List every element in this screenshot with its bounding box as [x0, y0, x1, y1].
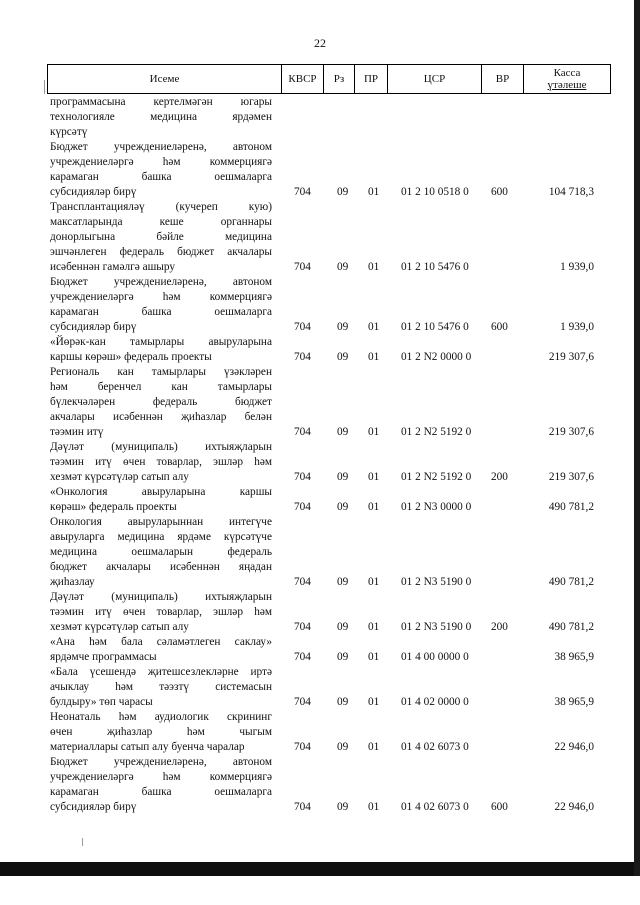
cell-rz: 09 — [337, 651, 349, 663]
row-name — [50, 590, 272, 635]
cell-kassa: 22 946,0 — [554, 741, 594, 753]
table-row — [50, 710, 614, 755]
row-name-line: тәэмин итү — [50, 426, 104, 438]
row-name — [50, 485, 272, 515]
cell-rz: 09 — [337, 741, 349, 753]
col-kvsr-header: КВСР — [281, 65, 323, 93]
cell-kvsr: 704 — [294, 801, 311, 813]
row-name-line: Дәүләт (муниципаль) ихтыяҗларын — [50, 441, 272, 453]
row-name-line: донорлыгына бәйле медицина — [50, 231, 272, 243]
table-row — [50, 755, 614, 815]
row-name-line: бүлекчәләрен федераль бюджет — [50, 396, 272, 408]
cell-kassa: 219 307,6 — [548, 426, 594, 438]
col-pr-header: ПР — [354, 65, 387, 93]
row-name-line: акчалары исәбеннән җиһазлар белән — [50, 411, 272, 423]
cell-pr: 01 — [368, 351, 380, 363]
table-row — [50, 635, 614, 665]
row-name-line: карамаган башка оешмаларга — [50, 786, 272, 798]
row-name-line: каршы көрәш» федераль проекты — [50, 351, 212, 363]
row-name-line: учреждениеләргә һәм коммерциягә — [50, 156, 272, 168]
cell-pr: 01 — [368, 321, 380, 333]
row-name-line: хезмәт күрсәтүләр сатып алу — [50, 471, 189, 483]
cell-rz: 09 — [337, 471, 349, 483]
cell-kvsr: 704 — [294, 651, 311, 663]
row-name-line: «Бала үсешендә җитешсезлекләрне иртә — [50, 666, 272, 678]
row-name-line: Неонаталь һәм аудиологик скрининг — [50, 711, 272, 723]
row-name-line: бюджет акчалары исәбеннән яңадан — [50, 561, 272, 573]
row-name-line: ачыклау һәм тәэзтү системасын — [50, 681, 272, 693]
table-header — [47, 64, 611, 94]
cell-vr: 600 — [491, 801, 508, 813]
col-kassa-header-line1: Касса — [553, 67, 581, 79]
cell-rz: 09 — [337, 186, 349, 198]
row-name-line: күрсәтү — [50, 126, 88, 138]
cell-kvsr: 704 — [294, 471, 311, 483]
cell-kassa: 104 718,3 — [548, 186, 594, 198]
table-row — [50, 515, 614, 590]
table-row — [50, 365, 614, 440]
cell-csr: 01 2 10 5476 0 — [401, 321, 469, 333]
row-name-line: һәм беренчел кан тамырлары — [50, 381, 272, 393]
row-name — [50, 275, 272, 335]
row-name — [50, 335, 272, 365]
row-name-line: учреждениеләргә һәм коммерциягә — [50, 771, 272, 783]
cell-kvsr: 704 — [294, 741, 311, 753]
cell-csr: 01 2 N3 0000 0 — [401, 501, 472, 513]
row-name-line: булдыру» төп чарасы — [50, 696, 153, 708]
row-name — [50, 635, 272, 665]
cell-kvsr: 704 — [294, 321, 311, 333]
page-number: 22 — [314, 36, 326, 50]
cell-kvsr: 704 — [294, 351, 311, 363]
cell-vr: 200 — [491, 621, 508, 633]
cell-kassa: 1 939,0 — [560, 321, 594, 333]
cell-vr: 200 — [491, 471, 508, 483]
cell-csr: 01 4 02 0000 0 — [401, 696, 469, 708]
cell-csr: 01 4 02 6073 0 — [401, 741, 469, 753]
cell-rz: 09 — [337, 351, 349, 363]
row-name-line: Дәүләт (муниципаль) ихтыяҗларын — [50, 591, 272, 603]
row-name — [50, 140, 272, 200]
scan-border-right — [634, 0, 640, 876]
row-name-line: Онкология авыруларыннан интегүче — [50, 516, 272, 528]
col-vr-header: ВР — [481, 65, 523, 93]
cell-rz: 09 — [337, 576, 349, 588]
cell-rz: 09 — [337, 801, 349, 813]
cell-csr: 01 2 N2 5192 0 — [401, 471, 472, 483]
cell-kvsr: 704 — [294, 186, 311, 198]
cell-pr: 01 — [368, 471, 380, 483]
col-rz-header: Рз — [323, 65, 354, 93]
row-name-line: «Ана һәм бала сәламәтлеген саклау» — [50, 636, 272, 648]
row-name-line: эшчәнлеген федераль бюджет акчалары — [50, 246, 272, 258]
row-name-line: хезмәт күрсәтүләр сатып алу — [50, 621, 189, 633]
cell-rz: 09 — [337, 261, 349, 273]
cell-rz: 09 — [337, 321, 349, 333]
cell-kvsr: 704 — [294, 621, 311, 633]
row-name-line: субсидияләр бирү — [50, 321, 137, 333]
cell-kassa: 22 946,0 — [554, 801, 594, 813]
row-name-line: учреждениеләргә һәм коммерциягә — [50, 291, 272, 303]
row-name-line: Бюджет учреждениеләренә, автоном — [50, 756, 272, 768]
row-name-line: медицина оешмаларын федераль — [50, 546, 272, 558]
table-row — [50, 200, 614, 275]
cell-kassa: 1 939,0 — [560, 261, 594, 273]
row-name — [50, 710, 272, 755]
row-name — [50, 365, 272, 440]
cell-kassa: 219 307,6 — [548, 351, 594, 363]
cell-csr: 01 2 N3 5190 0 — [401, 621, 472, 633]
row-name-line: тәэмин итү өчен товарлар, эшләр һәм — [50, 456, 272, 468]
cell-pr: 01 — [368, 426, 380, 438]
row-name — [50, 515, 272, 590]
row-name — [50, 440, 272, 485]
cell-pr: 01 — [368, 741, 380, 753]
row-name-line: авыруларга медицина ярдәме күрсәтүче — [50, 531, 272, 543]
table-row — [50, 485, 614, 515]
cell-csr: 01 4 02 6073 0 — [401, 801, 469, 813]
row-name-line: материаллары сатып алу буенча чаралар — [50, 741, 245, 753]
col-csr-header: ЦСР — [387, 65, 481, 93]
row-name-line: карамаган башка оешмаларга — [50, 171, 272, 183]
row-name-line: субсидияләр бирү — [50, 801, 137, 813]
scan-mark — [82, 838, 83, 846]
cell-kassa: 490 781,2 — [548, 501, 594, 513]
table-row — [50, 665, 614, 710]
row-name-line: программасына кертелмәгән югары — [50, 96, 272, 108]
row-name-line: «Онкология авыруларына каршы — [50, 486, 272, 498]
cell-csr: 01 2 N3 5190 0 — [401, 576, 472, 588]
cell-kassa: 219 307,6 — [548, 471, 594, 483]
cell-kvsr: 704 — [294, 696, 311, 708]
row-name — [50, 95, 272, 140]
cell-rz: 09 — [337, 501, 349, 513]
row-name-line: тәэмин итү өчен товарлар, эшләр һәм — [50, 606, 272, 618]
row-name-line: өчен җиһазлар һәм чыгым — [50, 726, 272, 738]
cell-kvsr: 704 — [294, 501, 311, 513]
row-name-line: көрәш» федераль проекты — [50, 501, 177, 513]
cell-kvsr: 704 — [294, 576, 311, 588]
table-row — [50, 440, 614, 485]
table-row — [50, 335, 614, 365]
cell-csr: 01 2 10 5476 0 — [401, 261, 469, 273]
row-name-line: субсидияләр бирү — [50, 186, 137, 198]
row-name-line: Бюджет учреждениеләренә, автоном — [50, 141, 272, 153]
cell-kassa: 490 781,2 — [548, 576, 594, 588]
row-name — [50, 665, 272, 710]
cell-csr: 01 2 10 0518 0 — [401, 186, 469, 198]
table-body — [50, 95, 614, 815]
row-name-line: Региональ кан тамырлары үзәкләрен — [50, 366, 272, 378]
cell-pr: 01 — [368, 801, 380, 813]
row-name-line: «Йөрәк-кан тамырлары авыруларына — [50, 336, 272, 348]
row-name-line: технологияле медицина ярдәмен — [50, 111, 272, 123]
cell-pr: 01 — [368, 696, 380, 708]
cell-pr: 01 — [368, 576, 380, 588]
row-name-line: максатларында кеше органнары — [50, 216, 272, 228]
cell-kassa: 38 965,9 — [554, 651, 594, 663]
col-kassa-header — [523, 65, 610, 93]
table-row — [50, 275, 614, 335]
cell-csr: 01 4 00 0000 0 — [401, 651, 469, 663]
cell-pr: 01 — [368, 186, 380, 198]
cell-kassa: 38 965,9 — [554, 696, 594, 708]
cell-pr: 01 — [368, 651, 380, 663]
cell-vr: 600 — [491, 321, 508, 333]
table-row — [50, 590, 614, 635]
row-name-line: ярдәмче программасы — [50, 651, 157, 663]
cell-rz: 09 — [337, 696, 349, 708]
cell-kassa: 490 781,2 — [548, 621, 594, 633]
cell-pr: 01 — [368, 621, 380, 633]
cell-rz: 09 — [337, 621, 349, 633]
row-name-line: Трансплантацияләү (кучереп кую) — [50, 201, 272, 213]
row-name-line: карамаган башка оешмаларга — [50, 306, 272, 318]
cell-pr: 01 — [368, 501, 380, 513]
cell-kvsr: 704 — [294, 426, 311, 438]
cell-kvsr: 704 — [294, 261, 311, 273]
cell-rz: 09 — [337, 426, 349, 438]
scan-border-bottom — [0, 862, 640, 876]
table-row — [50, 95, 614, 140]
row-name — [50, 755, 272, 815]
col-kassa-header-line2: үтәлеше — [547, 79, 587, 91]
scan-mark — [44, 80, 45, 94]
row-name-line: Бюджет учреждениеләренә, автоном — [50, 276, 272, 288]
row-name-line: исәбеннән гамәлгә ашыру — [50, 261, 176, 273]
row-name-line: җиһазлау — [50, 576, 95, 588]
cell-vr: 600 — [491, 186, 508, 198]
col-name-header: Исеме — [149, 73, 180, 85]
cell-csr: 01 2 N2 0000 0 — [401, 351, 472, 363]
row-name — [50, 200, 272, 275]
cell-pr: 01 — [368, 261, 380, 273]
table-row — [50, 140, 614, 200]
cell-csr: 01 2 N2 5192 0 — [401, 426, 472, 438]
